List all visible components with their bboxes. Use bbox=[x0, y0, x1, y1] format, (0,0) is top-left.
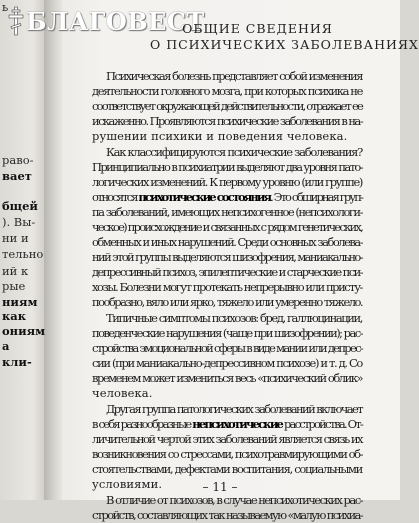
body-text-run: . Это обширная груп- bbox=[270, 190, 362, 204]
body-line: В отличие от психозов, в случае непсихотических рас- bbox=[106, 493, 362, 507]
left-page-line: ни и bbox=[2, 231, 29, 245]
body-line: поведенческие нарушения (чаще при шизофрении); рас- bbox=[92, 326, 362, 340]
left-page-line: раво- bbox=[2, 153, 34, 167]
body-line bbox=[92, 190, 362, 205]
body-line: условиями. bbox=[92, 477, 163, 491]
left-page-line: как bbox=[2, 309, 27, 323]
left-page-line: кли- bbox=[2, 355, 32, 369]
body-line: Типичные симптомы психозов: бред, галлюцинации, bbox=[106, 311, 362, 325]
body-line bbox=[92, 417, 362, 432]
body-line: пообразно, вяло или ярко, тяжело или умеренно тяжело. bbox=[92, 295, 362, 309]
body-line: искаженно. Проявляются психические заболевания в на- bbox=[92, 114, 362, 128]
body-line: человека. bbox=[92, 386, 153, 400]
body-line: личительной чертой этих заболеваний является связь их bbox=[92, 432, 362, 446]
body-line: деятельности головного мозга, при которых психика не bbox=[92, 84, 362, 98]
left-page-line: а bbox=[2, 339, 10, 353]
bold-term: психотические состояния bbox=[138, 190, 271, 204]
left-page-line: вает bbox=[2, 169, 32, 183]
body-line: ний этой группы выделяются шизофрения, маниакально- bbox=[92, 250, 362, 264]
body-line: сии (при маниакально-депрессивном психозе) и т. д. Со bbox=[92, 356, 362, 370]
page-number: – 11 – bbox=[202, 480, 238, 494]
body-line: стоятельствами, дефектами воспитания, социальными bbox=[92, 462, 362, 476]
left-page-line: бщей bbox=[2, 199, 38, 213]
body-line: Принципиально в психиатрии выделяют два уровня пато- bbox=[92, 160, 362, 174]
left-page-line: ниям bbox=[2, 295, 38, 309]
body-line: возникновения со стрессами, психотравмирующими об- bbox=[92, 447, 362, 461]
body-line: па заболеваний, имеющих непсихогенное (непсихологи- bbox=[92, 205, 362, 219]
left-page-line: тельно bbox=[2, 247, 44, 261]
body-line: рушении психики и поведения человека. bbox=[92, 129, 348, 143]
body-line: Как классифицируются психические заболевания? bbox=[106, 145, 362, 159]
left-page-line: ). Вы- bbox=[2, 215, 36, 229]
body-line: соответствует окружающей действительности, отражает ее bbox=[92, 99, 362, 113]
chapter-heading-line-2: О ПСИХИЧЕСКИХ ЗАБОЛЕВАНИЯХ bbox=[150, 37, 419, 52]
body-text-run: в себя разнообразные bbox=[92, 417, 193, 431]
body-text-run: расстройства. От- bbox=[282, 417, 362, 431]
body-line: стройства эмоциональной сферы в виде мании или депрес- bbox=[92, 341, 362, 355]
body-line: временем может измениться весь «психический облик» bbox=[92, 371, 362, 385]
body-line: ческое) происхождение и связанных с рядом генетических, bbox=[92, 220, 363, 234]
book-gutter bbox=[44, 0, 64, 500]
orthodox-cross-icon bbox=[8, 6, 24, 36]
left-page-line: ь bbox=[2, 0, 9, 14]
body-line: хозы. Болезни могут протекать непрерывно или присту- bbox=[92, 280, 362, 294]
body-line: Психическая болезнь представляет собой изменения bbox=[106, 69, 362, 83]
left-page-line: ониям bbox=[2, 324, 46, 338]
body-text-run: относятся bbox=[92, 190, 139, 204]
body-line: логических изменений. К первому уровню (или группе) bbox=[92, 175, 362, 189]
body-line: обменных и иных нарушений. Среди основных заболева- bbox=[92, 235, 362, 249]
chapter-heading-line-1: ОБЩИЕ СВЕДЕНИЯ bbox=[182, 21, 333, 36]
body-line: Другая группа патологических заболеваний включает bbox=[106, 402, 362, 416]
body-line: депрессивный психоз, эпилептические и старческие пси- bbox=[92, 265, 362, 279]
body-line: стройств, составляющих так называемую «малую психиа- bbox=[92, 508, 362, 522]
bold-term: непсихотические bbox=[192, 417, 283, 431]
watermark-text: БЛАГОВЕСТ bbox=[26, 7, 205, 36]
left-page-line: ий к bbox=[2, 264, 29, 278]
left-page-line: рые bbox=[2, 279, 26, 293]
